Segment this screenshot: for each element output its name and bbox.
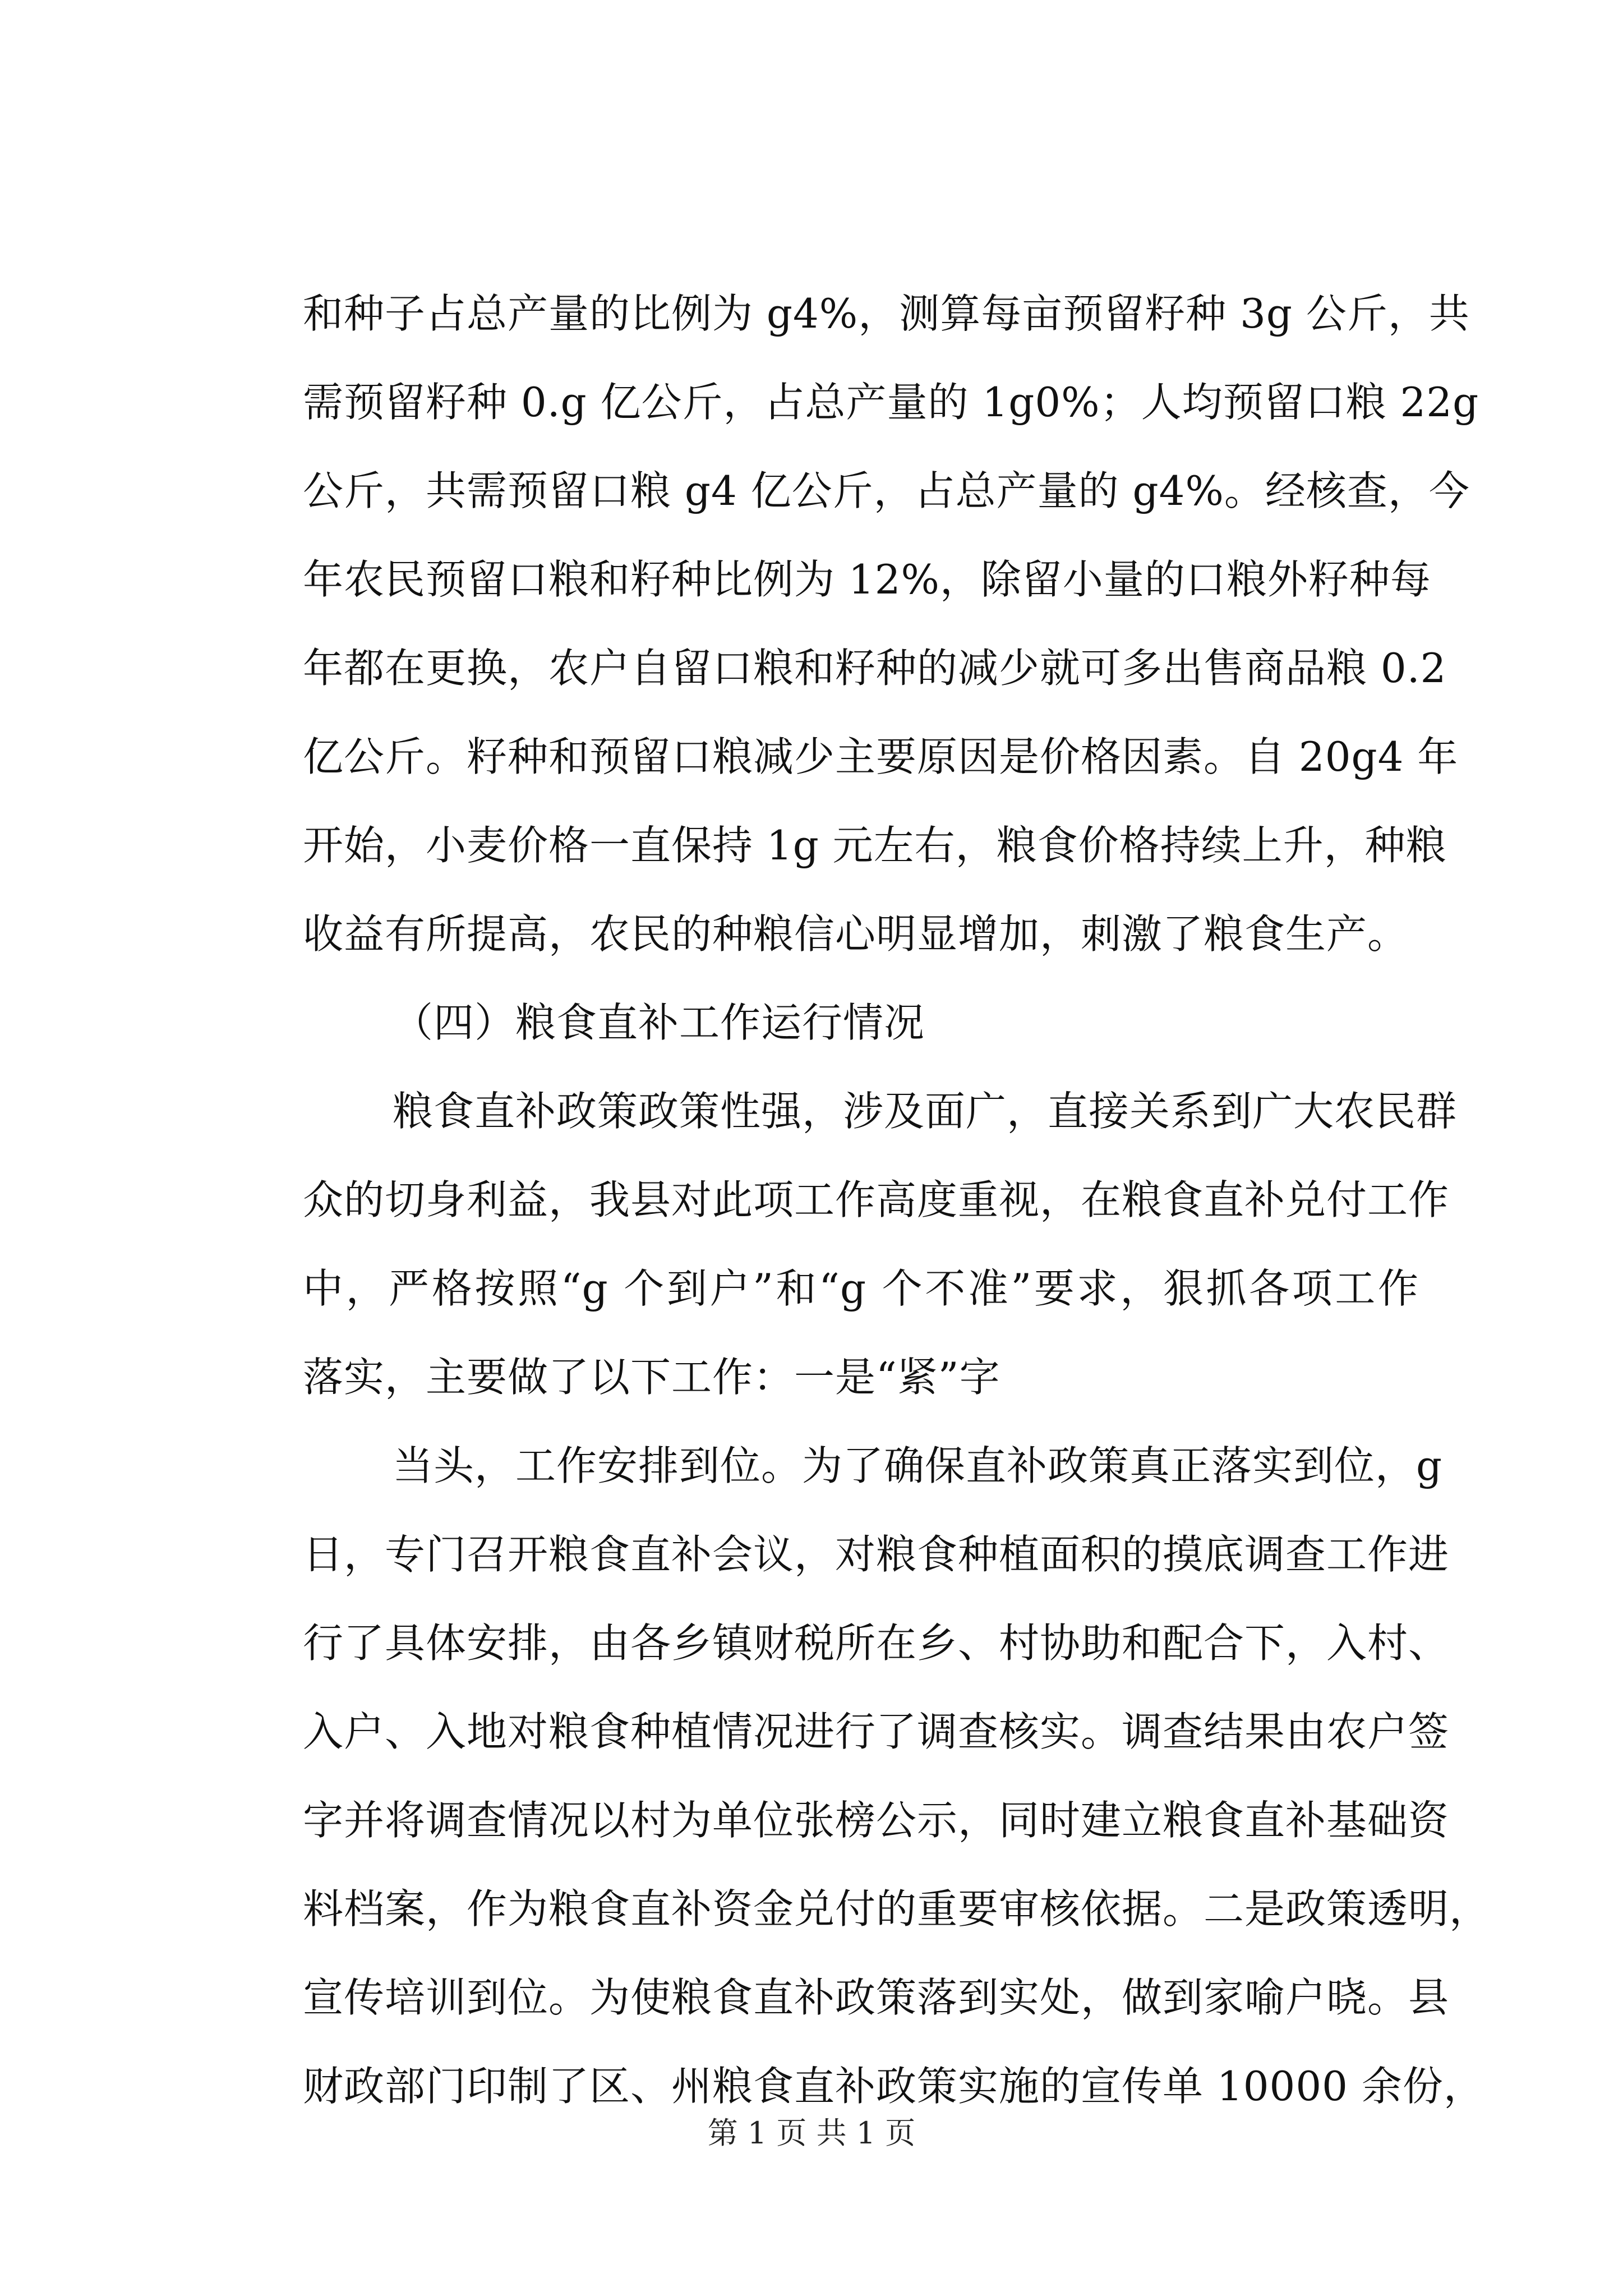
text-line: 中，严格按照“g 个到户”和“g 个不准”要求，狠抓各项工作 xyxy=(303,1265,1419,1312)
text-line: 入户、入地对粮食种植情况进行了调查核实。调查结果由农户签 xyxy=(303,1708,1450,1755)
text-line: 日，专门召开粮食直补会议，对粮食种植面积的摸底调查工作进 xyxy=(303,1531,1450,1578)
text-line: 公斤，共需预留口粮 g4 亿公斤，占总产量的 g4%。经核查，今 xyxy=(303,467,1470,514)
page-number-footer: 第 1 页 共 1 页 xyxy=(707,2115,916,2151)
section-heading: （四）粮食直补工作运行情况 xyxy=(393,999,925,1046)
text-line: 行了具体安排，由各乡镇财税所在乡、村协助和配合下，入村、 xyxy=(303,1619,1450,1667)
text-line: 当头，工作安排到位。为了确保直补政策真正落实到位，g xyxy=(393,1442,1443,1489)
text-line: 收益有所提高，农民的种粮信心明显增加，刺激了粮食生产。 xyxy=(303,910,1409,958)
text-line: 开始，小麦价格一直保持 1g 元左右，粮食价格持续上升，种粮 xyxy=(303,822,1447,869)
text-line: 年都在更换，农户自留口粮和籽种的减少就可多出售商品粮 0.2 xyxy=(303,645,1447,692)
text-line: 料档案，作为粮食直补资金兑付的重要审核依据。二是政策透明， xyxy=(303,1885,1491,1932)
text-line: 和种子占总产量的比例为 g4%，测算每亩预留籽种 3g 公斤，共 xyxy=(303,290,1470,337)
text-line: 粮食直补政策政策性强，涉及面广，直接关系到广大农民群 xyxy=(393,1088,1458,1135)
text-line: 落实，主要做了以下工作：一是“紧”字 xyxy=(303,1354,1000,1401)
body-text xyxy=(303,269,1491,2131)
text-line: 需预留籽种 0.g 亿公斤，占总产量的 1g0%；人均预留口粮 22g xyxy=(303,379,1479,426)
text-line: 字并将调查情况以村为单位张榜公示，同时建立粮食直补基础资 xyxy=(303,1797,1450,1844)
text-line: 宣传培训到位。为使粮食直补政策落到实处，做到家喻户晓。县 xyxy=(303,1974,1450,2021)
text-line: 众的切身利益，我县对此项工作高度重视，在粮食直补兑付工作 xyxy=(303,1176,1450,1223)
text-line: 财政部门印制了区、州粮食直补政策实施的宣传单 10000 余份， xyxy=(303,2063,1484,2110)
text-line: 亿公斤。籽种和预留口粮减少主要原因是价格因素。自 20g4 年 xyxy=(303,733,1459,780)
text-line: 年农民预留口粮和籽种比例为 12%，除留小量的口粮外籽种每 xyxy=(303,556,1431,603)
